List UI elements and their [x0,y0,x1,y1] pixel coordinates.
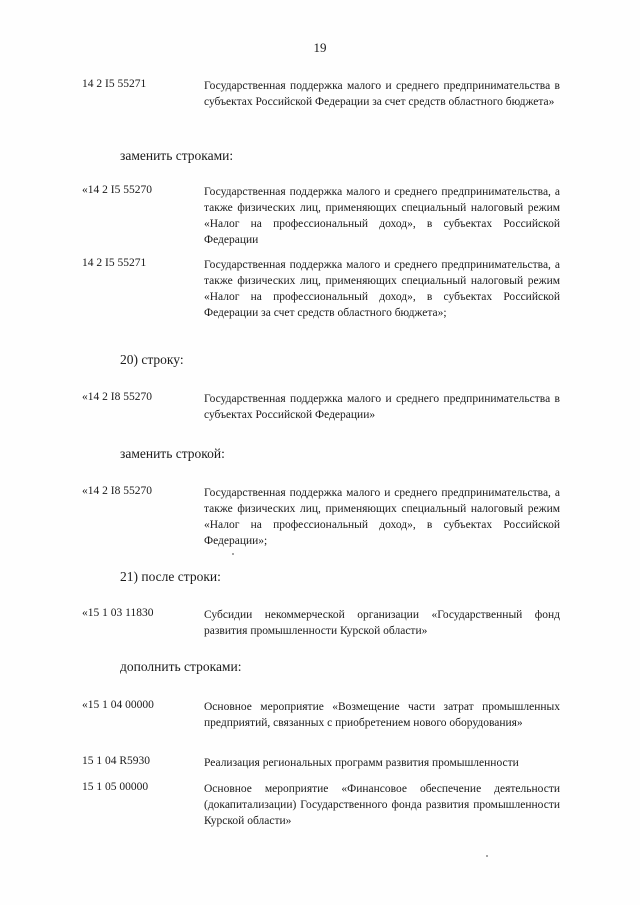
scan-speck [232,553,234,555]
budget-code: «14 2 I8 55270 [82,485,152,497]
section-heading: заменить строкой: [120,446,225,461]
budget-code: «15 1 04 00000 [82,699,154,711]
budget-code: «15 1 03 11830 [82,607,154,619]
section-heading: 21) после строки: [120,569,221,584]
row-description: Субсидии некоммерческой организации «Государственный фонд развития промышленности Курской области» [204,609,560,637]
row-description: Государственная поддержка малого и среднего предпринимательства в субъектах Российской Федерации» [204,393,560,421]
section-heading: заменить строками: [120,148,234,163]
budget-code: 14 2 I5 55271 [82,78,147,90]
page-number: 19 [313,40,327,55]
row-description: Государственная поддержка малого и среднего предпринимательства в субъектах Российской Федерации за счет средств областного бюджета» [204,80,560,108]
row-description: Реализация региональных программ развития промышленности [204,757,519,769]
row-description: Основное мероприятие «Финансовое обеспечение деятельности (докапитализации) Государственного фонда развития промышленности Курской области» [204,783,560,827]
row-description: Основное мероприятие «Возмещение части затрат промышленных предприятий, связанных с приобретением нового оборудования» [204,701,560,729]
row-description: Государственная поддержка малого и среднего предпринимательства, а также физических лиц, применяющих специальный налоговый режим «Налог на профессиональный доход», в субъектах Российской Федерации [204,186,560,246]
row-description: Государственная поддержка малого и среднего предпринимательства, а также физических лиц, применяющих специальный налоговый режим «Налог на профессиональный доход», в субъектах Российской Федерации за счет средств областного бюджета»; [204,259,560,319]
budget-code: 15 1 04 R5930 [82,755,151,767]
section-heading: 20) строку: [120,352,184,367]
budget-code: 14 2 I5 55271 [82,257,147,269]
budget-code: 15 1 05 00000 [82,781,149,793]
scan-speck [486,855,488,857]
budget-code: «14 2 I5 55270 [82,184,152,196]
section-heading: дополнить строками: [120,659,242,674]
budget-code: «14 2 I8 55270 [82,391,152,403]
row-description: Государственная поддержка малого и среднего предпринимательства, а также физических лиц, применяющих специальный налоговый режим «Налог на профессиональный доход», в субъектах Российской Федерации»; [204,487,560,547]
